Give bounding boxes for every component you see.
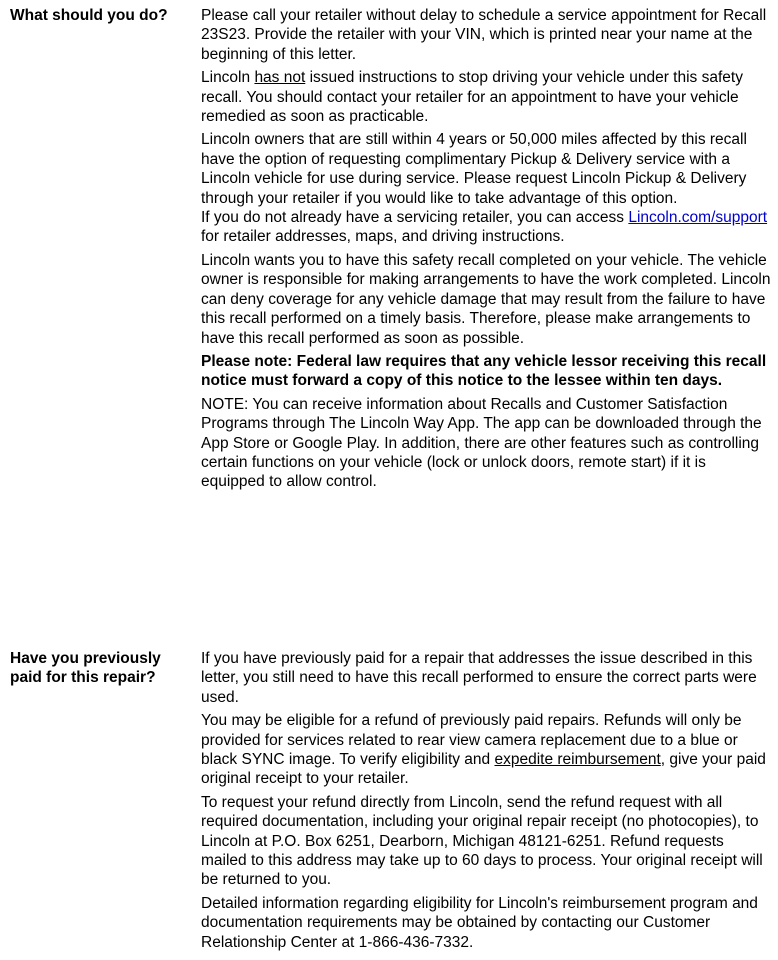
section-body (201, 6, 773, 496)
underlined-text: expedite reimbursement (494, 751, 661, 769)
section-heading: Have you previously paid for this repair? (10, 650, 161, 687)
text-run: issued instructions to stop driving your vehicle under this safety recall. You should contact your retailer for an appointment to have your vehicle remedied as soon as practicable. (201, 69, 743, 126)
text-run: Lincoln (201, 69, 255, 87)
paragraph (201, 711, 773, 789)
paragraph: NOTE: You can receive information about Recalls and Customer Satisfaction Programs through The Lincoln Way App. The app can be downloaded through the App Store or Google Play. In addition, there are other features such as controlling certain functions on your vehicle (lock or unlock doors, remote start) if it is equipped to allow control. (201, 395, 762, 491)
text-run: If you do not already have a servicing retailer, you can access (201, 209, 629, 227)
paragraph: Lincoln wants you to have this safety recall completed on your vehicle. The vehicle owner is responsible for making arrangements to have the work completed. Lincoln can deny coverage for any vehicle damage that may result from the failure to have this recall performed on a timely basis. Therefore, please make arrangements to have this recall performed as soon as possible. (201, 251, 771, 347)
legal-notice (201, 352, 773, 391)
paragraph: Please call your retailer without delay to schedule a service appointment for Recall 23S23. Provide the retailer with your VIN, which is printed near your name at the beginning of this letter. (201, 7, 767, 63)
paragraph: If you have previously paid for a repair that addresses the issue described in this letter, you still need to have this recall performed to ensure the correct parts were used. (201, 650, 757, 706)
paragraph: Lincoln owners that are still within 4 years or 50,000 miles affected by this recall have the option of requesting complimentary Pickup & Delivery service with a Lincoln vehicle for use during service. Please request Lincoln Pickup & Delivery through your retailer if you would like to take advantage of this option. (201, 131, 747, 207)
text-run: , give your paid original receipt to your retailer. (201, 751, 766, 788)
text-run: You may be eligible for a refund of previously paid repairs. Refunds will only be provided for services related to rear view camera replacement due to a blue or black SYNC image. To verify eligibility and (201, 712, 742, 769)
paragraph: Detailed information regarding eligibility for Lincoln's reimbursement program and documentation requirements may be obtained by contacting our Customer Relationship Center at 1-866-436-7332. (201, 894, 758, 951)
paragraph: To request your refund directly from Lincoln, send the refund request with all required documentation, including your original repair receipt (no photocopies), to Lincoln at P.O. Box 6251, Dearborn, Michigan 48121-6251. Refund requests mailed to this address may take up to 60 days to process. Your original receipt will be returned to you. (201, 793, 763, 889)
paragraph (201, 68, 773, 126)
text-run: for retailer addresses, maps, and driving instructions. (201, 228, 565, 246)
lincoln-support-link[interactable]: Lincoln.com/support (628, 209, 768, 227)
underlined-text: has not (254, 69, 306, 87)
section-body (201, 649, 773, 956)
bold-notice-text: Please note: Federal law requires that any vehicle lessor receiving this recall notice must forward a copy of this notice to the lessee within ten days. (201, 352, 767, 390)
section-heading: What should you do? (10, 7, 168, 24)
paragraph (201, 208, 773, 247)
